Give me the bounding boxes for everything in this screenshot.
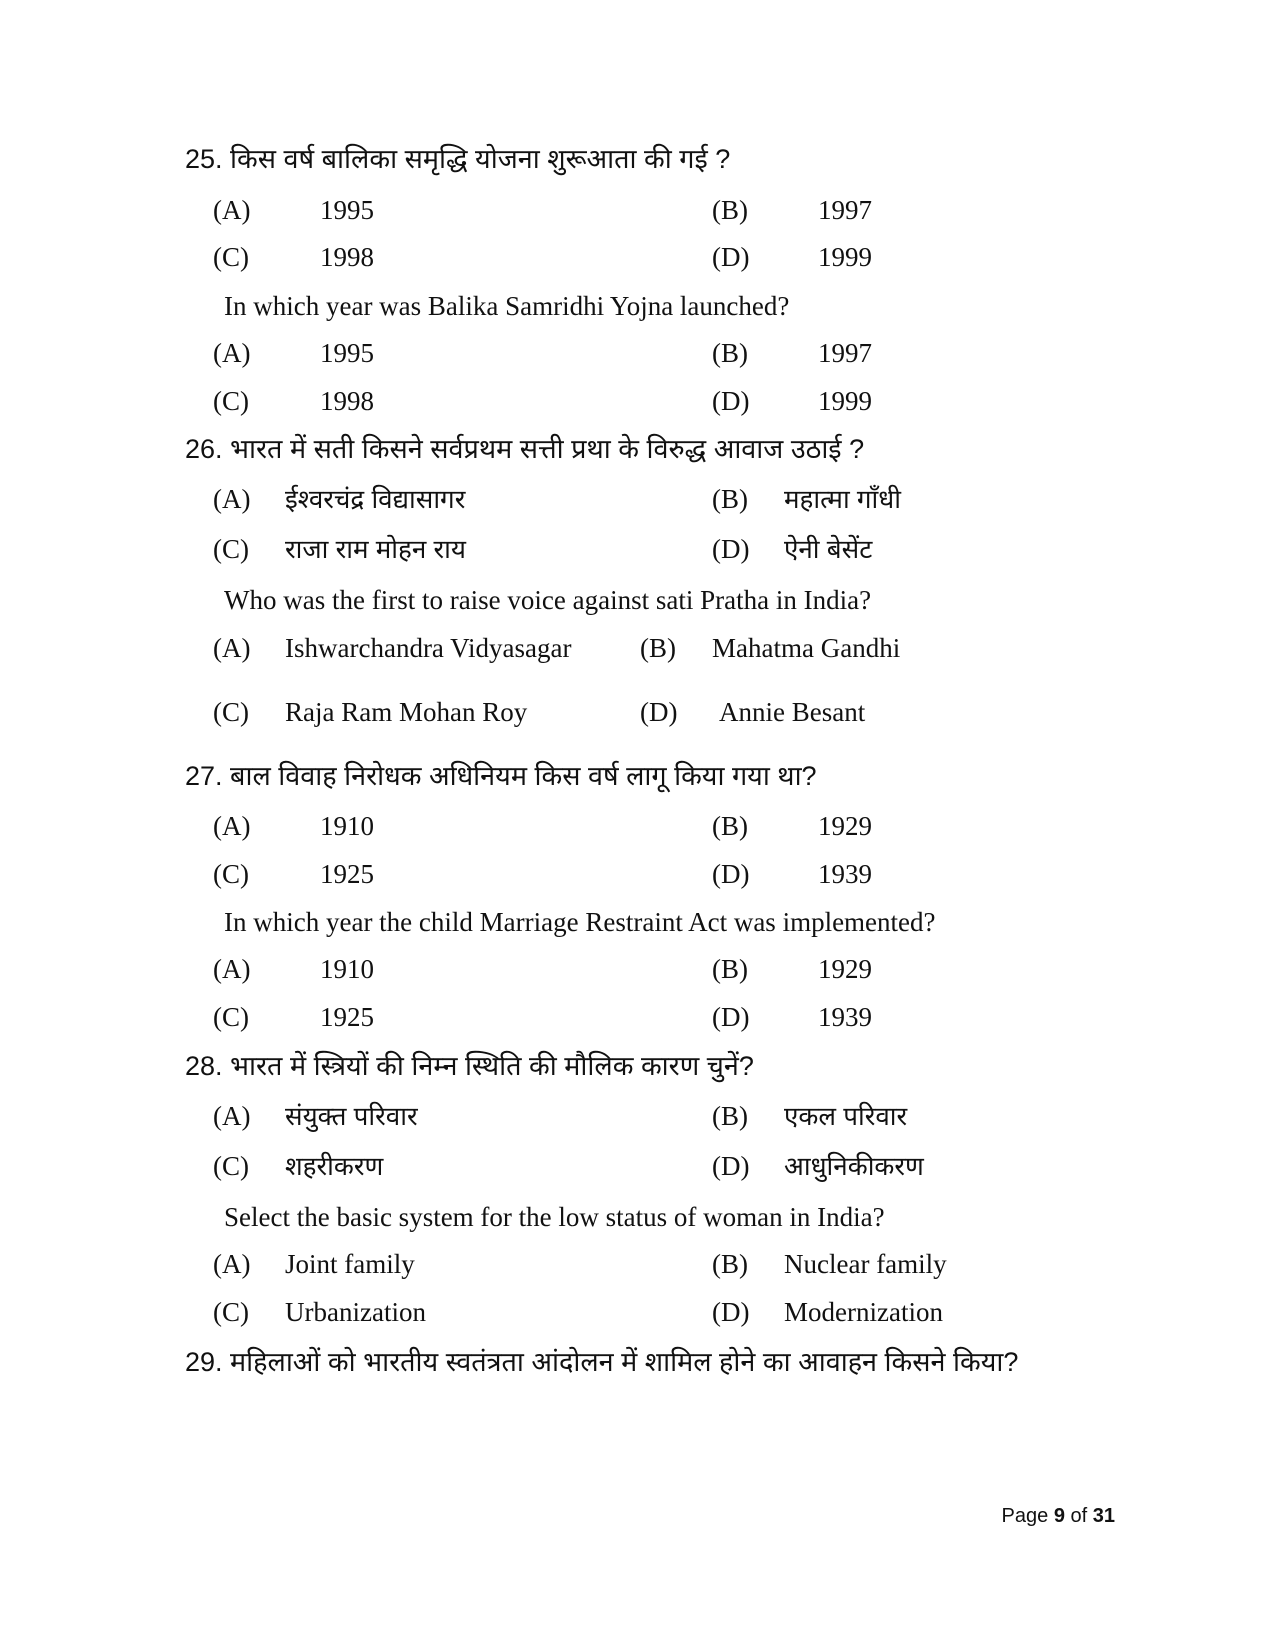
option-text: 1925: [320, 1002, 374, 1032]
option-label: (B): [712, 954, 748, 984]
option-label: (A): [213, 633, 251, 663]
option-label: (B): [712, 1249, 748, 1279]
option-label: (C): [213, 386, 249, 416]
page-number: [1002, 1505, 1115, 1528]
q26-en-option-b: [640, 632, 901, 664]
q28-hi-option-c: [213, 1150, 384, 1182]
option-label: (D): [712, 534, 750, 564]
q25-hi-option-c: [213, 241, 374, 273]
q27-en-option-c: [213, 1001, 374, 1033]
option-label: (B): [640, 633, 676, 663]
q27-en-option-d: [712, 1001, 872, 1033]
option-text: Raja Ram Mohan Roy: [285, 697, 528, 727]
option-label: (A): [213, 338, 251, 368]
q28-en-option-d: [712, 1296, 943, 1328]
option-text: 1997: [818, 195, 872, 225]
q25-hi-option-d: [712, 241, 872, 273]
option-text: 1910: [320, 811, 374, 841]
option-text: शहरीकरण: [285, 1151, 384, 1181]
q26-hi-option-a: [213, 483, 466, 515]
q25-hi-option-b: [712, 194, 872, 226]
q27-hi-option-b: [712, 810, 872, 842]
option-text: ईश्वरचंद्र विद्यासागर: [285, 484, 466, 514]
option-text: Urbanization: [285, 1297, 426, 1327]
option-text: 1998: [320, 242, 374, 272]
question-27-hindi: 27. बाल विवाह निरोधक अधिनियम किस वर्ष लागू किया गया था?: [185, 761, 817, 791]
q26-hi-option-d: [712, 533, 873, 565]
q26-hi-option-c: [213, 533, 466, 565]
q28-hi-option-d: [712, 1150, 924, 1182]
option-label: (D): [712, 386, 750, 416]
option-text: आधुनिकीकरण: [784, 1151, 924, 1181]
q26-en-option-c: [213, 696, 528, 728]
option-text: राजा राम मोहन राय: [285, 534, 466, 564]
option-label: (B): [712, 195, 748, 225]
of-word: of: [1070, 1505, 1088, 1527]
question-28-hindi: 28. भारत में स्त्रियों की निम्न स्थिति की मौलिक कारण चुनें?: [185, 1051, 754, 1081]
option-text: 1999: [818, 386, 872, 416]
q25-en-option-d: [712, 385, 872, 417]
option-label: (B): [712, 484, 748, 514]
q27-hi-option-d: [712, 858, 872, 890]
total-pages: 31: [1092, 1505, 1115, 1527]
question-27-english: In which year the child Marriage Restraint Act was implemented?: [224, 907, 936, 937]
q28-en-option-c: [213, 1296, 426, 1328]
option-label: (C): [213, 859, 249, 889]
option-text: 1939: [818, 1002, 872, 1032]
option-label: (B): [712, 1101, 748, 1131]
q28-en-option-b: [712, 1248, 947, 1280]
question-29-hindi: 29. महिलाओं को भारतीय स्वतंत्रता आंदोलन में शामिल होने का आवाहन किसने किया?: [185, 1347, 1019, 1377]
q26-hi-option-b: [712, 483, 901, 515]
option-label: (D): [712, 1297, 750, 1327]
option-text: 1995: [320, 338, 374, 368]
option-label: (D): [712, 859, 750, 889]
option-text: Mahatma Gandhi: [712, 633, 901, 663]
q27-en-option-b: [712, 953, 872, 985]
option-text: 1997: [818, 338, 872, 368]
option-label: (D): [640, 697, 678, 727]
question-25-english: In which year was Balika Samridhi Yojna launched?: [224, 291, 790, 321]
page-word: Page: [1001, 1505, 1049, 1527]
option-label: (D): [712, 1151, 750, 1181]
option-label: (D): [712, 242, 750, 272]
option-text: 1995: [320, 195, 374, 225]
option-label: (B): [712, 338, 748, 368]
q28-hi-option-a: [213, 1100, 418, 1132]
current-page: 9: [1053, 1505, 1065, 1527]
option-text: संयुक्त परिवार: [285, 1101, 418, 1131]
q27-hi-option-a: [213, 810, 374, 842]
option-text: 1939: [818, 859, 872, 889]
q28-hi-option-b: [712, 1100, 908, 1132]
option-text: Annie Besant: [719, 697, 866, 727]
option-label: (A): [213, 1101, 251, 1131]
option-label: (A): [213, 1249, 251, 1279]
option-label: (C): [213, 1002, 249, 1032]
option-text: 1998: [320, 386, 374, 416]
q25-en-option-a: [213, 337, 374, 369]
option-label: (A): [213, 484, 251, 514]
question-26-english: Who was the first to raise voice against sati Pratha in India?: [224, 585, 872, 615]
question-26-hindi: 26. भारत में सती किसने सर्वप्रथम सत्ती प्रथा के विरुद्ध आवाज उठाई ?: [185, 434, 865, 464]
option-label: (C): [213, 1151, 249, 1181]
q28-en-option-a: [213, 1248, 415, 1280]
option-text: Joint family: [285, 1249, 415, 1279]
q25-en-option-b: [712, 337, 872, 369]
option-text: 1910: [320, 954, 374, 984]
q26-en-option-a: [213, 632, 572, 664]
question-28-english: Select the basic system for the low status of woman in India?: [224, 1202, 885, 1232]
option-label: (A): [213, 195, 251, 225]
option-text: महात्मा गाँधी: [784, 484, 901, 514]
q25-hi-option-a: [213, 194, 374, 226]
option-text: Nuclear family: [784, 1249, 947, 1279]
option-label: (C): [213, 697, 249, 727]
option-label: (A): [213, 811, 251, 841]
option-text: 1929: [818, 954, 872, 984]
q27-hi-option-c: [213, 858, 374, 890]
option-text: ऐनी बेसेंट: [784, 534, 873, 564]
option-text: 1999: [818, 242, 872, 272]
q27-en-option-a: [213, 953, 374, 985]
option-label: (C): [213, 534, 249, 564]
option-label: (C): [213, 242, 249, 272]
option-label: (D): [712, 1002, 750, 1032]
option-label: (B): [712, 811, 748, 841]
option-label: (C): [213, 1297, 249, 1327]
q25-en-option-c: [213, 385, 374, 417]
option-text: 1925: [320, 859, 374, 889]
option-text: एकल परिवार: [784, 1101, 908, 1131]
option-text: Modernization: [784, 1297, 943, 1327]
q26-en-option-d: [640, 696, 866, 728]
option-label: (A): [213, 954, 251, 984]
option-text: Ishwarchandra Vidyasagar: [285, 633, 572, 663]
question-25-hindi: 25. किस वर्ष बालिका समृद्धि योजना शुरूआता की गई ?: [185, 144, 731, 174]
option-text: 1929: [818, 811, 872, 841]
